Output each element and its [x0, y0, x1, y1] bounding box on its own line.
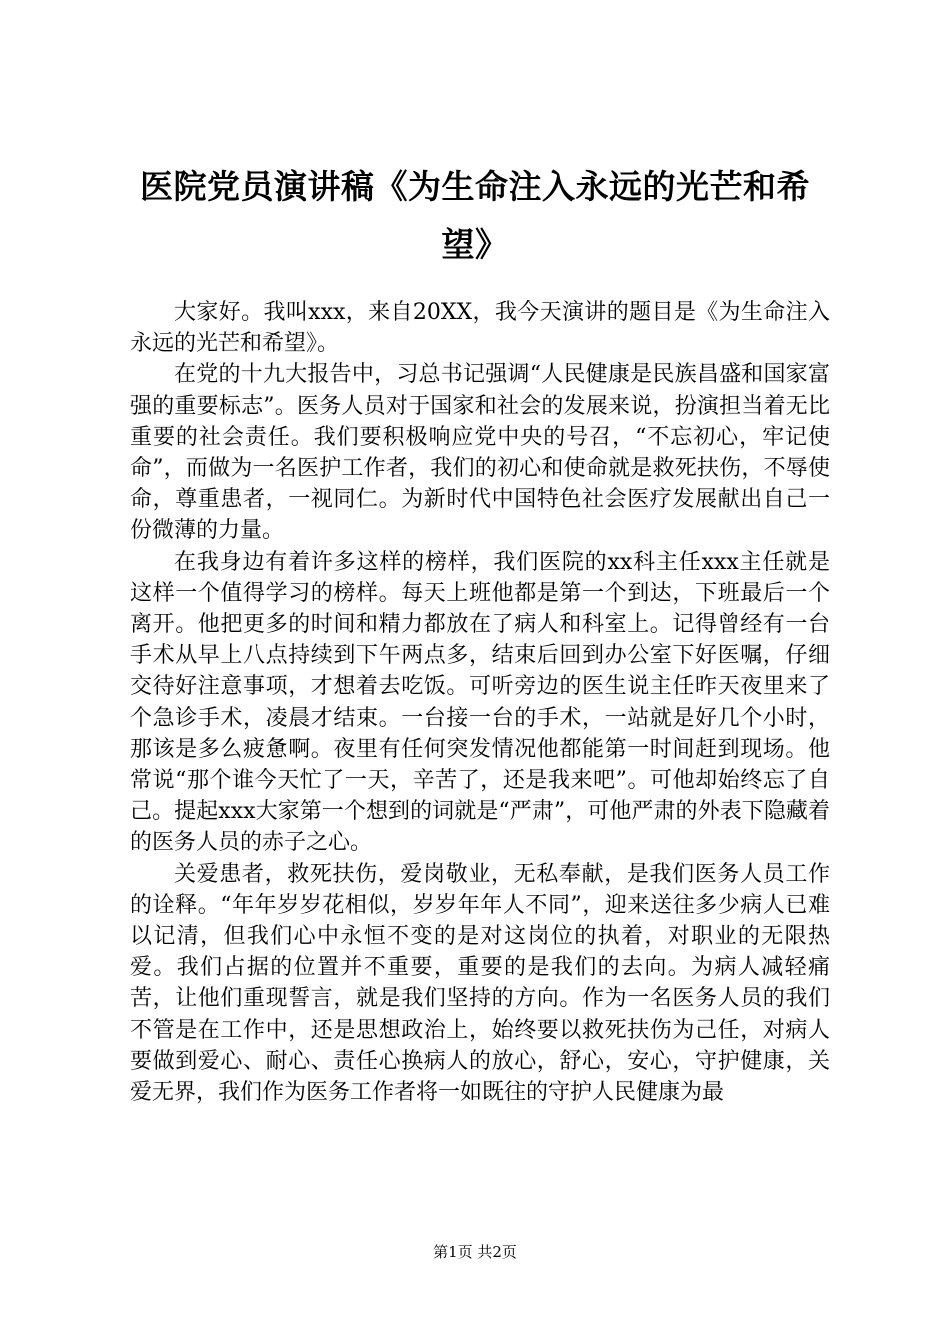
document-title: 医院党员演讲稿《为生命注入永远的光芒和希望》: [140, 167, 810, 264]
paragraph-party-report: 在党的十九大报告中，习总书记强调“人民健康是民族昌盛和国家富强的重要标志”。医务人员对于国家和社会的发展来说，扮演担当着无比重要的社会责任。我们要积极响应党中央的号召，“不忘初心，牢记使命”，而做为一名医护工作者，我们的初心和使命就是救死扶伤，不辱使命，尊重患者，一视同仁。为新时代中国特色社会医疗发展献出自己一份微薄的力量。: [130, 362, 830, 544]
paragraph-greeting: 大家好。我叫xxx，来自20XX，我今天演讲的题目是《为生命注入永远的光芒和希望》。: [130, 300, 830, 357]
paragraph-role-model: 在我身边有着许多这样的榜样，我们医院的xx科主任xxx主任就是这样一个值得学习的榜样。每天上班他都是第一个到达，下班最后一个离开。他把更多的时间和精力都放在了病人和科室上。记得曾经有一台手术从早上八点持续到下午两点多，结束后回到办公室下好医嘱，仔细交待好注意事项，才想着去吃饭。可听旁边的医生说主任昨天夜里来了个急诊手术，凌晨才结束。一台接一台的手术，一站就是好几个小时，那该是多么疲惫啊。夜里有任何突发情况他都能第一时间赶到现场。他常说“那个谁今天忙了一天，辛苦了，还是我来吧”。可他却始终忘了自己。提起xxx大家第一个想到的词就是“严肃”，可他严肃的外表下隐藏着的医务人员的赤子之心。: [130, 549, 830, 856]
document-body: [130, 297, 830, 1185]
page-footer: 第1页 共2页: [433, 1243, 517, 1261]
paragraph-dedication: 关爱患者，救死扶伤，爱岗敬业，无私奉献，是我们医务人员工作的诠释。“年年岁岁花相似，岁岁年年人不同”，迎来送往多少病人已难以记清，但我们心中永恒不变的是对这岗位的执着，对职业的无限热爱。我们占据的位置并不重要，重要的是我们的去向。为病人减轻痛苦，让他们重现誓言，就是我们坚持的方向。作为一名医务人员的我们不管是在工作中，还是思想政治上，始终要以救死扶伤为己任，对病人要做到爱心、耐心、责任心换病人的放心，舒心，安心，守护健康，关爱无界，我们作为医务工作者将一如既往的守护人民健康为最: [130, 861, 830, 1106]
